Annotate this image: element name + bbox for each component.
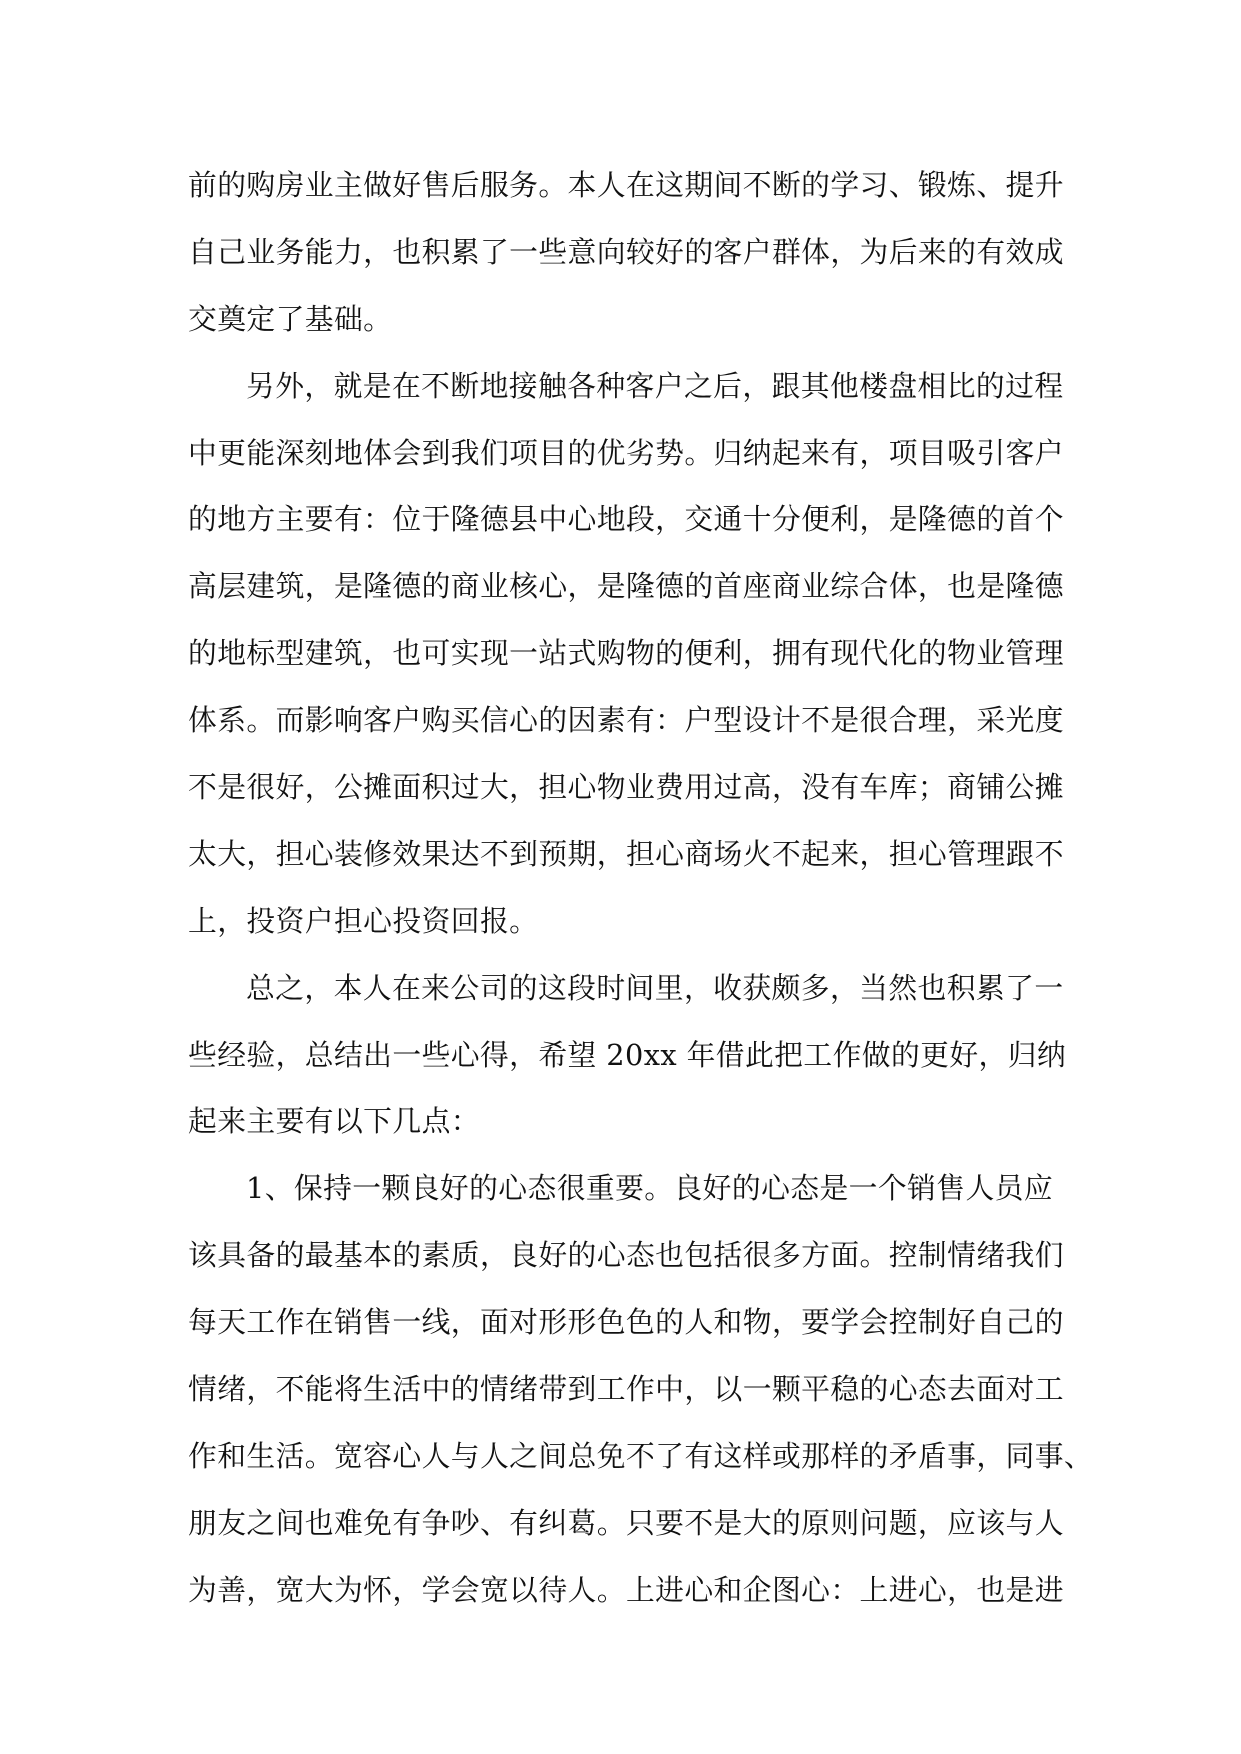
text-line: 朋友之间也难免有争吵、有纠葛。只要不是大的原则问题，应该与人 bbox=[188, 1505, 1064, 1540]
paragraph-first-line: 总之，本人在来公司的这段时间里，收获颇多，当然也积累了一 bbox=[246, 970, 1064, 1005]
text-line: 作和生活。宽容心人与人之间总免不了有这样或那样的矛盾事，同事、 bbox=[188, 1438, 1094, 1473]
text-line: 高层建筑，是隆德的商业核心，是隆德的首座商业综合体，也是隆德 bbox=[188, 569, 1064, 604]
text-line: 中更能深刻地体会到我们项目的优劣势。归纳起来有，项目吸引客户 bbox=[188, 435, 1064, 470]
document-body bbox=[188, 152, 1094, 1624]
paragraph-first-line: 1、保持一颗良好的心态很重要。良好的心态是一个销售人员应 bbox=[246, 1171, 1054, 1206]
text-line: 情绪，不能将生活中的情绪带到工作中，以一颗平稳的心态去面对工 bbox=[188, 1372, 1064, 1407]
text-line: 些经验，总结出一些心得，希望 20xx 年借此把工作做的更好，归纳 bbox=[188, 1037, 1067, 1072]
text-line: 不是很好，公摊面积过大，担心物业费用过高，没有车库；商铺公摊 bbox=[188, 770, 1064, 805]
text-line: 起来主要有以下几点： bbox=[188, 1104, 480, 1139]
text-line: 自己业务能力，也积累了一些意向较好的客户群体，为后来的有效成 bbox=[188, 234, 1064, 269]
paragraph-first-line: 另外，就是在不断地接触各种客户之后，跟其他楼盘相比的过程 bbox=[246, 368, 1064, 403]
text-line: 该具备的最基本的素质，良好的心态也包括很多方面。控制情绪我们 bbox=[188, 1238, 1064, 1273]
text-line: 体系。而影响客户购买信心的因素有：户型设计不是很合理，采光度 bbox=[188, 703, 1064, 738]
text-line: 前的购房业主做好售后服务。本人在这期间不断的学习、锻炼、提升 bbox=[188, 168, 1064, 202]
text-line: 太大，担心装修效果达不到预期，担心商场火不起来，担心管理跟不 bbox=[188, 836, 1064, 871]
text-line: 为善，宽大为怀，学会宽以待人。上进心和企图心：上进心，也是进 bbox=[188, 1572, 1064, 1607]
text-line: 上，投资户担心投资回报。 bbox=[188, 903, 539, 938]
text-line: 交奠定了基础。 bbox=[188, 301, 393, 336]
text-line: 每天工作在销售一线，面对形形色色的人和物，要学会控制好自己的 bbox=[188, 1305, 1064, 1340]
text-line: 的地标型建筑，也可实现一站式购物的便利，拥有现代化的物业管理 bbox=[188, 636, 1064, 671]
text-line: 的地方主要有：位于隆德县中心地段，交通十分便利，是隆德的首个 bbox=[188, 502, 1064, 537]
